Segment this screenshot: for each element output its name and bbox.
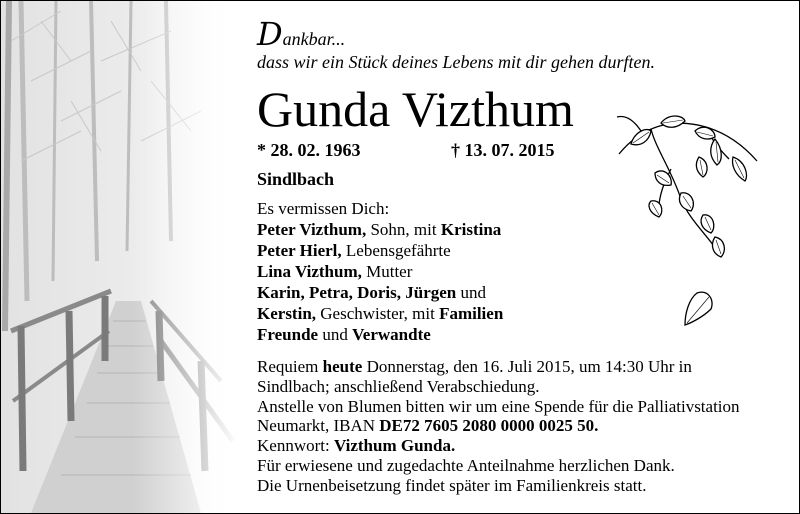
deceased-name: Gunda Vizthum xyxy=(257,81,574,137)
notice-line: Requiem heute Donnerstag, den 16. Juli 2015, um 14:30 Uhr in xyxy=(257,357,692,376)
hometown: Sindlbach xyxy=(257,169,335,189)
birth-date: * 28. 02. 1963 xyxy=(257,140,361,160)
death-date: † 13. 07. 2015 xyxy=(451,140,555,160)
misty-forest-boardwalk-image xyxy=(1,1,239,513)
mourner-line: Freunde und Verwandte xyxy=(257,325,431,344)
notice-line: Für erwiesene und zugedachte Anteilnahme herzlichen Dank. xyxy=(257,455,675,475)
notice-line: Die Urnenbeisetzung findet später im Familienkreis statt. xyxy=(257,475,647,495)
notice-line: Kennwort: Vizthum Gunda. xyxy=(257,436,456,456)
notice-line: Sindlbach; anschließend Verabschiedung. xyxy=(257,376,540,396)
mourner-line: Kerstin, Geschwister, mit Familien xyxy=(257,304,504,323)
life-dates xyxy=(257,140,555,161)
mourner-line: Lina Vizthum, Mutter xyxy=(257,262,413,281)
notice-line: Anstelle von Blumen bitten wir um eine Spende für die Palliativstation xyxy=(257,396,740,416)
intro-word: ankbar... xyxy=(282,29,346,49)
mourner-line: Peter Hierl, Lebensgefährte xyxy=(257,241,451,260)
intro-line: dass wir ein Stück deines Lebens mit dir gehen durften. xyxy=(257,52,655,72)
birch-branch-icon xyxy=(611,109,761,344)
mourner-line: Peter Vizthum, Sohn, mit Kristina xyxy=(257,220,502,239)
mourners-list xyxy=(257,198,503,345)
mourner-line: Karin, Petra, Doris, Jürgen und xyxy=(257,283,486,302)
mourners-heading: Es vermissen Dich: xyxy=(257,199,390,218)
service-notice xyxy=(257,357,740,496)
notice-line: Neumarkt, IBAN DE72 7605 2080 0000 0025 50. xyxy=(257,416,599,436)
intro-quote xyxy=(257,15,655,74)
intro-initial: D xyxy=(257,15,283,53)
